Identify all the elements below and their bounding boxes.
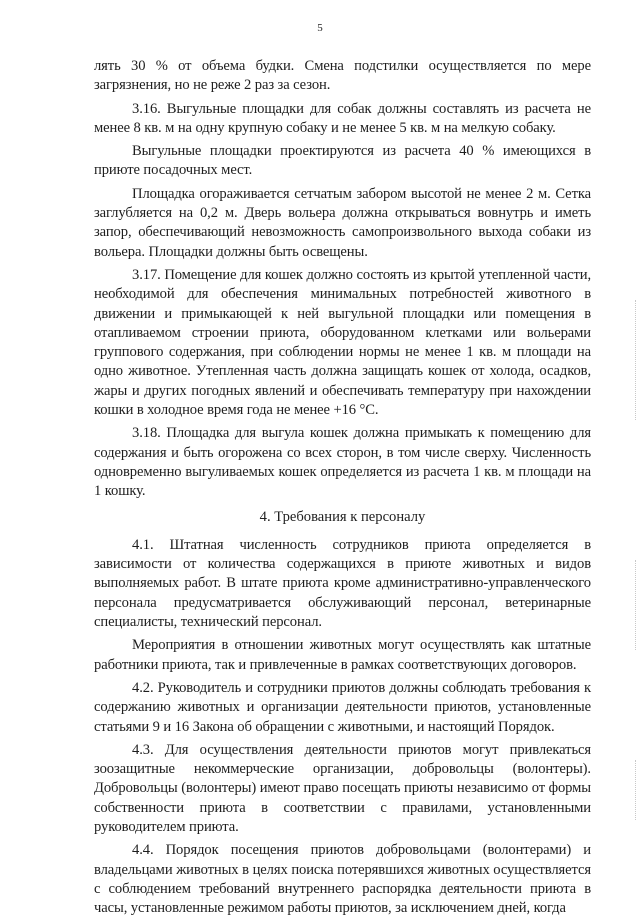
page-number: 5 — [317, 22, 323, 34]
section-heading: 4. Требования к персоналу — [259, 508, 426, 525]
document-body — [94, 57, 591, 922]
scan-margin-mark — [633, 760, 636, 820]
paragraph-4-1: 4.1. Штатная численность сотрудников приюта определяется в зависимости от количества содержащихся в приюте животных и видов выполняемых работ. В штате приюта кроме административно-управленческого персонала предусматривается обслуживающий персонал, ветеринарные специалисты, технический персонал. — [94, 536, 591, 631]
paragraph-4-3: 4.3. Для осуществления деятельности приютов могут привлекаться зоозащитные некоммерческие организации, добровольцы (волонтеры). Добровольцы (волонтеры) имеют право посещать приюты независимо от формы собственности приюта в соответствии с правилами, установленными руководителем приюта. — [94, 741, 591, 835]
paragraph-fence: Площадка огораживается сетчатым забором высотой не менее 2 м. Сетка заглубляется на 0,2 м. Дверь вольера должна открываться вовнутрь и иметь запор, обеспечивающий невозможность самопроизвольного выхода собаки из вольера. Площадки должны быть освещены. — [94, 185, 591, 260]
paragraph-walking-areas: Выгульные площадки проектируются из расчета 40 % имеющихся в приюте посадочных мест. — [94, 143, 591, 179]
scan-margin-mark — [633, 300, 636, 420]
paragraph-3-18: 3.18. Площадка для выгула кошек должна примыкать к помещению для содержания и быть огорожена со всех сторон, в том числе сверху. Численность одновременно выгуливаемых кошек определяется из расчета 1 кв. м площади на 1 кошку. — [94, 425, 591, 500]
paragraph-activities: Мероприятия в отношении животных могут осуществлять как штатные работники приюта, так и привлеченные в рамках соответствующих договоров. — [94, 637, 591, 673]
paragraph-4-2: 4.2. Руководитель и сотрудники приютов должны соблюдать требования к содержанию животных и организации деятельности приютов, установленные статьями 9 и 16 Закона об обращении с животными, и настоящий Порядок. — [94, 679, 591, 735]
paragraph-4-4: 4.4. Порядок посещения приютов добровольцами (волонтерами) и владельцами животных в целях поиска потерявшихся животных осуществляется с соблюдением требований внутреннего распорядка деятельности приюта в часы, установленные режимом работы приютов, за исключением дней, когда — [94, 842, 591, 917]
scan-margin-mark — [633, 560, 636, 650]
paragraph-3-17: 3.17. Помещение для кошек должно состоять из крытой утепленной части, необходимой для обеспечения минимальных потребностей животного в движении и примыкающей к ней выгульной площадки или помещения в отапливаемом строении приюта, оборудованном клетками или вольерами группового содержания, при соблюдении нормы не менее 1 кв. м площади на одно животное. Утепленная часть должна защищать кошек от холода, осадков, жары и других погодных явлений и обеспечивать температуру при нахождении кошки в холодное время года не менее +16 °С. — [94, 266, 591, 419]
paragraph-continuation: лять 30 % от объема будки. Смена подстилки осуществляется по мере загрязнения, но не реже 2 раз за сезон. — [94, 58, 591, 94]
paragraph-3-16: 3.16. Выгульные площадки для собак должны составлять из расчета не менее 8 кв. м на одну крупную собаку и не менее 5 кв. м на мелкую собаку. — [94, 100, 591, 136]
